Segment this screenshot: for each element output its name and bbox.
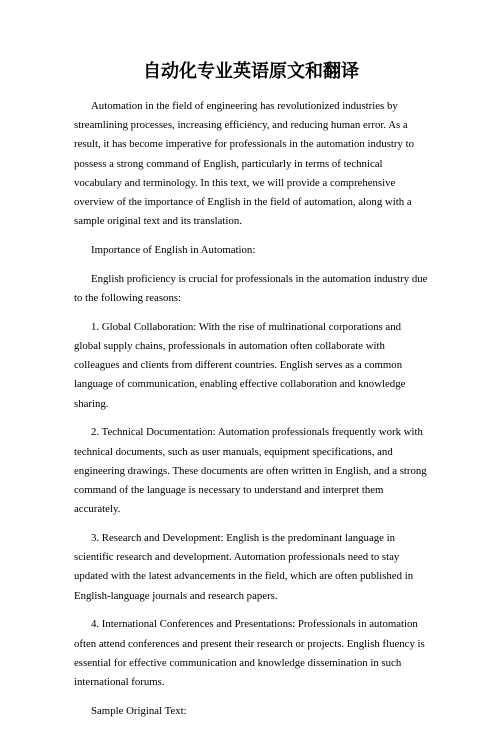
document-title: 自动化专业英语原文和翻译 [143, 61, 359, 82]
document-body [74, 97, 430, 731]
reason-international-conferences: 4. International Conferences and Presentations: Professionals in automation often attend conferences and present their research or projects. English fluency is essential for effective communication and knowledge dissemination in such international forums. [74, 618, 425, 689]
reason-global-collaboration: 1. Global Collaboration: With the rise of multinational corporations and global supply chains, professionals in automation often collaborate with colleagues and clients from different countries. English serves as a common language of communication, enabling effective collaboration and knowledge sharing. [74, 320, 406, 410]
intro-paragraph: Automation in the field of engineering has revolutionized industries by streamlining processes, increasing efficiency, and reducing human error. As a result, it has become imperative for professionals in the automation industry to possess a strong command of English, particularly in terms of technical vocabulary and terminology. In this text, we will provide a comprehensive overview of the importance of English in the field of automation, along with a sample original text and its translation. [74, 100, 415, 228]
section-heading: Importance of English in Automation: [91, 244, 256, 257]
reason-technical-documentation: 2. Technical Documentation: Automation professionals frequently work with technical documents, such as user manuals, equipment specifications, and engineering drawings. These documents are often written in English, and a strong command of the language is necessary to understand and interpret them accurately. [74, 426, 427, 516]
reason-research-development: 3. Research and Development: English is the predominant language in scientific research and development. Automation professionals need to stay updated with the latest advancements in the field, which are often published in English-language journals and research papers. [74, 532, 414, 602]
reasons-intro-paragraph: English proficiency is crucial for professionals in the automation industry due to the following reasons: [74, 272, 428, 305]
sample-original-text-heading: Sample Original Text: [91, 704, 187, 717]
